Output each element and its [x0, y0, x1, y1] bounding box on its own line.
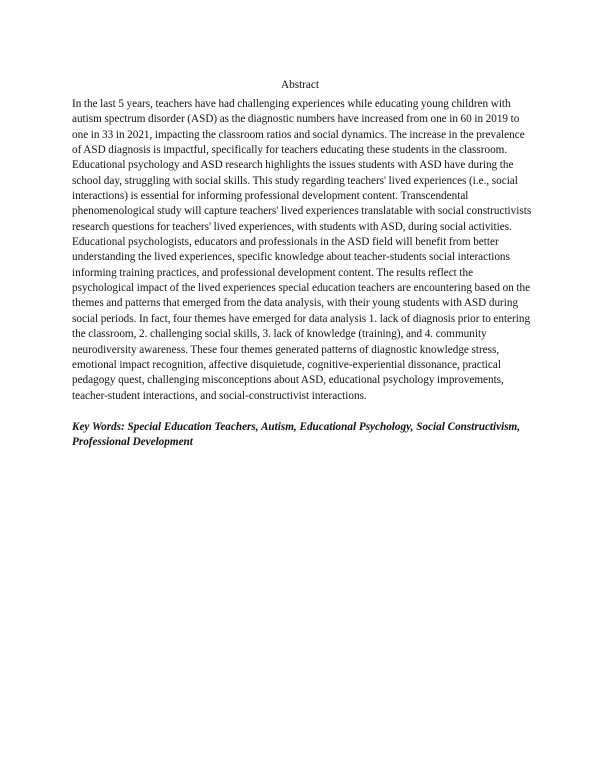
abstract-title: Abstract	[281, 79, 319, 91]
keywords: Key Words: Special Education Teachers, Autism, Educational Psychology, Social Constructivism, Professional Development	[72, 421, 521, 449]
abstract-body: In the last 5 years, teachers have had challenging experiences while educating young children with autism spectrum disorder (ASD) as the diagnostic numbers have increased from one in 60 in 2019 to one in 33 in 2021, impacting the classroom ratios and social dynamics. The increase in the prevalence of ASD diagnosis is impactful, specifically for teachers educating these students in the classroom. Educational psychology and ASD research highlights the issues students with ASD have during the school day, struggling with social skills. This study regarding teachers' lived experiences (i.e., social interactions) is essential for informing professional development content. Transcendental phenomenological study will capture teachers' lived experiences translatable with social constructivists research questions for teachers' lived experiences, with students with ASD, during social activities. Educational psychologists, educators and professionals in the ASD field will benefit from better understanding the lived experiences, specific knowledge about teacher-students social interactions informing training practices, and professional development content. The results reflect the psychological impact of the lived experiences special education teachers are encountering based on the themes and patterns that emerged from the data analysis, with their young students with ASD during social periods. In fact, four themes have emerged for data analysis 1. lack of diagnosis prior to entering the classroom, 2. challenging social skills, 3. lack of knowledge (training), and 4. community neurodiversity awareness. These four themes generated patterns of diagnostic knowledge stress, emotional impact recognition, affective disquietude, cognitive-experiential dissonance, practical pedagogy quest, challenging misconceptions about ASD, educational psychology improvements, teacher-student interactions, and social-constructivist interactions.	[72, 98, 532, 402]
